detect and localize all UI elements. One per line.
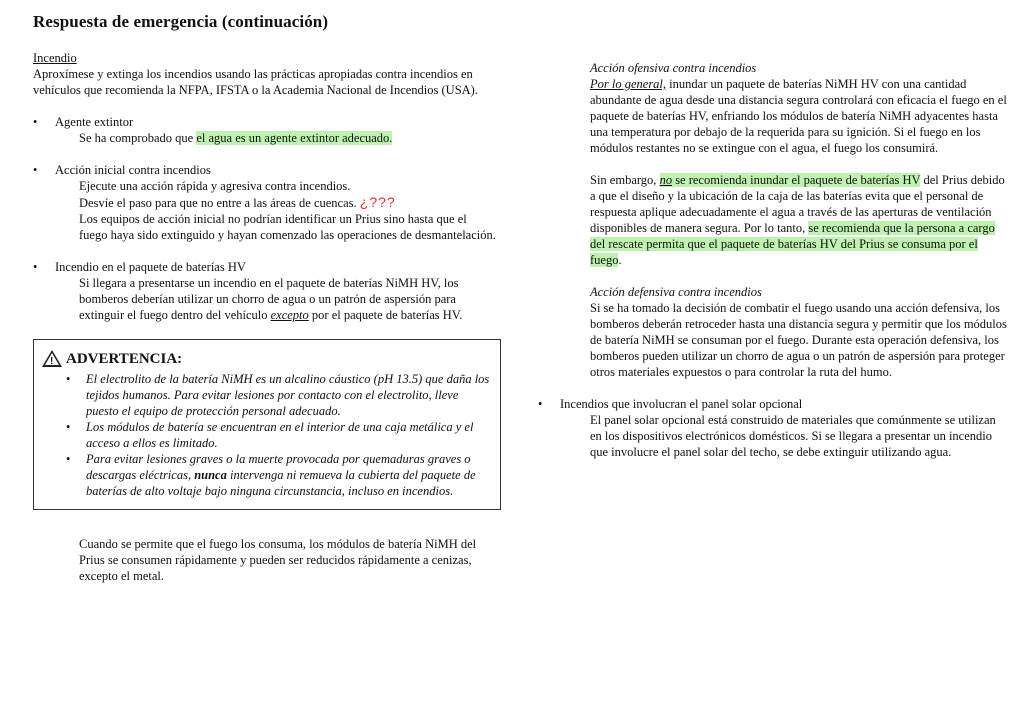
highlighted-text: el agua es un agente extintor adecuado. [196,131,393,145]
bullet-panel-solar [538,396,1008,412]
right-column [538,60,1008,460]
bullet-body [33,178,498,243]
bullet-icon: • [538,397,543,411]
section-heading-incendio: Incendio [33,51,77,65]
bullet-icon: • [33,163,38,177]
warning-list [42,371,490,499]
highlighted-text [660,173,921,187]
body-line: Los equipos de acción inicial no podrían identificar un Prius sino hasta que el fuego haya sido extinguido y hayan comenzado las operaciones de desmantelación. [79,212,496,242]
bullet-title: Acción inicial contra incendios [55,163,211,177]
body-text: Si llegara a presentarse un incendio en el paquete de baterías NiMH HV, los bomberos deberían utilizar un chorro de agua o un patrón de aspersión para extinguir el fuego dentro del vehículo [79,276,459,322]
body-line: Ejecute una acción rápida y agresiva contra incendios. [79,179,351,193]
bullet-body: El panel solar opcional está construido de materiales que comúnmente se utilizan en los dispositivos electrónicos domésticos. Si se llegara a presentar un incendio que involucre el panel solar del techo, se debe extinguir utilizando agua. [590,413,996,459]
warning-bold: nunca [194,468,227,482]
body-line [79,194,498,211]
warning-heading [42,350,490,367]
underlined-text: no [659,173,673,187]
bullet-body [33,130,498,146]
highlighted-text: se recomienda que la persona a cargo del rescate permita que el paquete de baterías HV del Prius se consuma por el fuego [590,221,995,267]
body-text: por el paquete de baterías HV. [308,308,463,322]
left-column [33,50,498,584]
body-text: Se ha comprobado que [79,131,197,145]
body-text: inundar un paquete de baterías NiMH HV con una cantidad abundante de agua desde una distancia segura controlará con eficacia el fuego en el paquete de baterías HV, enfriando los módulos de batería NiMH adyacentes hasta una temperatura por debajo de la requerida para su ignición. Si el fuego en los módulos restantes no se extingue con el agua, el fuego los consumirá. [590,77,1007,155]
bullet-accion-inicial [33,162,498,178]
highlighted-text: se recomienda inundar el paquete de baterías HV [672,173,921,187]
offensive-title: Acción ofensiva contra incendios [590,61,757,75]
warning-text: Para evitar lesiones graves o la muerte provocada por quemaduras graves o descargas eléctricas, [86,452,471,482]
bullet-icon: • [33,260,38,274]
bullet-agente-extintor [33,114,498,130]
underlined-text: excepto [270,308,309,322]
underlined-text: Por lo general, [590,77,667,91]
bullet-icon: • [33,115,38,129]
body-text: Sin embargo, [590,173,660,187]
warning-text: intervenga ni remueva la cubierta del paquete de baterías de alto voltaje bajo ninguna circunstancia, incluso en incendios. [86,468,476,498]
page-title: Respuesta de emergencia (continuación) [33,12,329,31]
bullet-title: Agente extintor [55,115,134,129]
warning-title: ADVERTENCIA: [66,350,183,367]
warning-item: • Para evitar lesiones graves o la muerte provocada por quemaduras graves o descargas eléctricas, nunca intervenga ni remueva la cubierta del paquete de baterías de alto voltaje bajo ninguna circunstancia, incluso en incendios. [66,452,476,498]
warning-triangle-icon: ! [42,350,62,367]
red-question-marks: ¿??? [359,194,396,210]
intro-paragraph: Aproxímese y extinga los incendios usando las prácticas apropiadas contra incendios en vehículos que recomienda la NFPA, IFSTA o la Academia Nacional de Incendios (USA). [33,67,478,97]
defensive-title: Acción defensiva contra incendios [590,285,762,299]
recommendation-paragraph [590,172,1008,268]
warning-item: • Los módulos de batería se encuentran en el interior de una caja metálica y el acceso a ellos es limitado. [66,420,474,450]
offensive-section [538,60,1008,380]
bullet-incendio-baterias [33,259,498,275]
warning-box [33,339,501,510]
warning-text: Los módulos de batería se encuentran en el interior de una caja metálica y el acceso a ellos es limitado. [86,420,474,450]
body-text: . [618,253,622,267]
bullet-body [33,275,498,323]
offensive-text [590,76,1008,156]
defensive-text: Si se ha tomado la decisión de combatir el fuego usando una acción defensiva, los bomberos deberán retroceder hasta una distancia segura y permitir que los módulos de batería NiMH se consuman por el fuego. Durante esta operación defensiva, los bomberos pueden utilizar un chorro de agua o un patrón de aspersión para proteger otros materiales expuestos o para controlar la ruta del humo. [590,301,1007,379]
warning-item: • El electrolito de la batería NiMH es un alcalino cáustico (pH 13.5) que daña los tejidos humanos. Para evitar lesiones por contacto con el electrolito, lleve puesto el equipo de protección personal adecuado. [66,372,490,418]
bullet-title: Incendio en el paquete de baterías HV [55,260,246,274]
bullet-title: Incendios que involucran el panel solar opcional [560,397,803,411]
body-text: Desvíe el paso para que no entre a las áreas de cuencas. [79,196,357,210]
closing-paragraph: Cuando se permite que el fuego los consuma, los módulos de batería NiMH del Prius se consumen rápidamente y pueden ser reducidos rápidamente a cenizas, excepto el metal. [79,537,477,583]
warning-text: El electrolito de la batería NiMH es un alcalino cáustico (pH 13.5) que daña los tejidos humanos. Para evitar lesiones por contacto con el electrolito, lleve puesto el equipo de protección personal adecuado. [86,372,490,418]
body-text: del Prius debido a que el diseño y la ubicación de la caja de las baterías evita que el personal de respuesta aplique adecuadamente el agua a través de las aperturas de ventilación disponibles de manera segura. Por lo tanto, [590,173,1005,235]
